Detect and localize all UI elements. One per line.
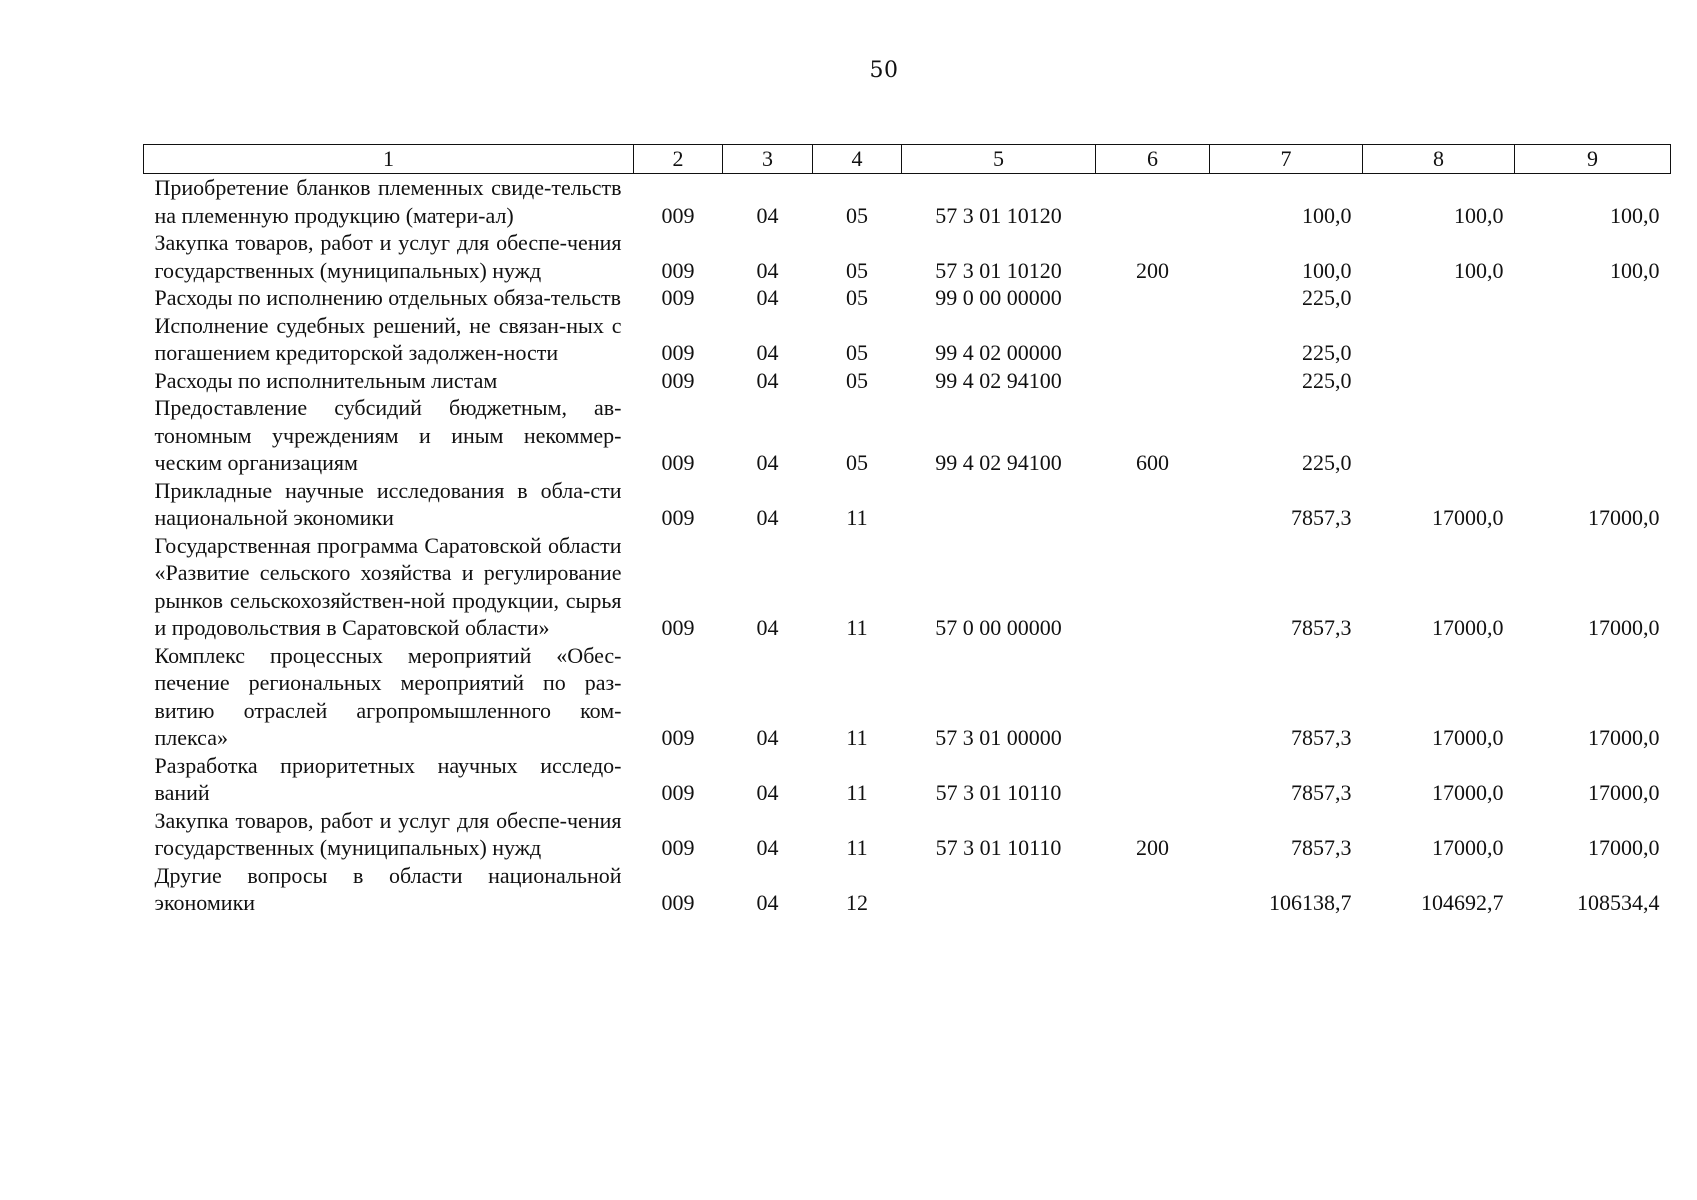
- row-amount-year3-cell: 100,0: [1610, 202, 1660, 228]
- row-subsection-cell: 05: [846, 340, 868, 365]
- row-amount-year2-cell: [1363, 367, 1515, 395]
- row-section-cell: 04: [756, 615, 779, 640]
- row-amount-year2-cell: 104692,7: [1421, 890, 1504, 915]
- row-target-article-cell: 99 0 00 00000: [935, 285, 1062, 310]
- row-target-article-cell: 99 4 02 94100: [935, 450, 1062, 475]
- row-section-cell: 04: [756, 257, 779, 283]
- row-name-cell: Закупка товаров, работ и услуг для обеспе-чения государственных (муниципальных) нужд: [154, 230, 622, 283]
- row-admin-code-cell: 009: [661, 505, 695, 530]
- row-amount-year3-cell: 108534,4: [1577, 890, 1660, 915]
- row-expense-type-cell: [1096, 862, 1210, 917]
- row-section-cell: 04: [756, 202, 779, 228]
- row-target-article-cell: [902, 862, 1096, 917]
- row-expense-type-cell: [1096, 284, 1210, 312]
- table-header-row: [144, 145, 1671, 174]
- table-row: [144, 284, 1671, 312]
- column-header: 6: [1096, 145, 1210, 174]
- row-section-cell: 04: [756, 340, 779, 365]
- row-section-cell: 04: [756, 285, 779, 310]
- row-amount-year1-cell: 225,0: [1302, 367, 1352, 393]
- row-target-article-cell: 57 0 00 00000: [935, 615, 1062, 640]
- row-amount-year2-cell: [1363, 312, 1515, 367]
- row-name-cell: Расходы по исполнительным листам: [154, 367, 498, 393]
- row-section-cell: 04: [756, 505, 779, 530]
- table-row: [144, 477, 1671, 532]
- row-subsection-cell: 05: [846, 202, 868, 228]
- row-target-article-cell: 57 3 01 10110: [935, 780, 1062, 805]
- column-header: 4: [813, 145, 902, 174]
- column-header: 9: [1515, 145, 1671, 174]
- row-amount-year1-cell: 100,0: [1302, 202, 1352, 228]
- row-amount-year2-cell: 100,0: [1454, 202, 1504, 228]
- table-row: [144, 394, 1671, 477]
- table-row: [144, 807, 1671, 862]
- row-amount-year3-cell: 17000,0: [1588, 725, 1660, 750]
- row-amount-year2-cell: 17000,0: [1432, 505, 1504, 530]
- row-expense-type-cell: [1096, 752, 1210, 807]
- table-row: [144, 367, 1671, 395]
- row-amount-year3-cell: [1515, 284, 1671, 312]
- row-amount-year1-cell: 225,0: [1302, 450, 1352, 475]
- table-row: [144, 174, 1671, 230]
- table-row: [144, 229, 1671, 284]
- row-name-cell: Расходы по исполнению отдельных обяза-тельств: [154, 285, 622, 310]
- row-name-cell: Разработка приоритетных научных исследо-ваний: [154, 752, 622, 805]
- row-admin-code-cell: 009: [661, 890, 695, 915]
- row-expense-type-cell: 600: [1136, 450, 1169, 475]
- row-name-cell: Закупка товаров, работ и услуг для обеспе-чения государственных (муниципальных) нужд: [154, 807, 622, 860]
- table-row: [144, 532, 1671, 642]
- row-amount-year3-cell: 100,0: [1610, 257, 1660, 283]
- row-amount-year1-cell: 100,0: [1302, 257, 1352, 283]
- row-target-article-cell: [902, 477, 1096, 532]
- row-name-cell: Государственная программа Саратовской области «Развитие сельского хозяйства и регулирование рынков сельскохозяйствен-ной продукции, сырья и продовольствия в Саратовской области»: [154, 532, 622, 640]
- row-amount-year3-cell: 17000,0: [1588, 615, 1660, 640]
- row-expense-type-cell: 200: [1136, 257, 1169, 283]
- page-number: 50: [869, 58, 899, 83]
- row-subsection-cell: 11: [846, 780, 868, 805]
- row-amount-year2-cell: [1363, 284, 1515, 312]
- row-amount-year1-cell: 7857,3: [1291, 615, 1352, 640]
- row-name-cell: Комплекс процессных мероприятий «Обес-печение региональных мероприятий по раз-витию отраслей агропромышленного ком-плекса»: [154, 642, 622, 750]
- row-section-cell: 04: [756, 890, 779, 915]
- row-amount-year1-cell: 7857,3: [1291, 725, 1352, 750]
- row-name-cell: Исполнение судебных решений, не связан-ных с погашением кредиторской задолжен-ности: [154, 312, 622, 365]
- row-target-article-cell: 57 3 01 00000: [935, 725, 1062, 750]
- row-name-cell: Другие вопросы в области национальной экономики: [154, 862, 622, 915]
- row-amount-year1-cell: 225,0: [1302, 285, 1352, 310]
- column-header: 3: [723, 145, 813, 174]
- row-section-cell: 04: [756, 450, 779, 475]
- row-subsection-cell: 05: [846, 450, 868, 475]
- row-amount-year3-cell: [1515, 394, 1671, 477]
- row-admin-code-cell: 009: [661, 367, 695, 393]
- row-target-article-cell: 99 4 02 00000: [935, 340, 1062, 365]
- row-name-cell: Предоставление субсидий бюджетным, ав-тономным учреждениям и иным некоммер-ческим организациям: [154, 395, 622, 475]
- row-admin-code-cell: 009: [661, 202, 695, 228]
- row-amount-year3-cell: [1515, 367, 1671, 395]
- row-section-cell: 04: [756, 780, 779, 805]
- table-row: [144, 752, 1671, 807]
- row-subsection-cell: 05: [846, 285, 868, 310]
- row-amount-year1-cell: 106138,7: [1269, 890, 1352, 915]
- row-amount-year1-cell: 7857,3: [1291, 835, 1352, 860]
- row-name-cell: Прикладные научные исследования в обла-сти национальной экономики: [154, 477, 622, 530]
- row-section-cell: 04: [756, 725, 779, 750]
- column-header: 1: [144, 145, 634, 174]
- row-expense-type-cell: [1096, 532, 1210, 642]
- row-expense-type-cell: [1096, 477, 1210, 532]
- table-row: [144, 862, 1671, 917]
- row-expense-type-cell: [1096, 312, 1210, 367]
- row-amount-year2-cell: 100,0: [1454, 257, 1504, 283]
- row-subsection-cell: 11: [846, 615, 868, 640]
- column-header: 2: [634, 145, 723, 174]
- row-admin-code-cell: 009: [661, 725, 695, 750]
- table-row: [144, 642, 1671, 752]
- row-target-article-cell: 57 3 01 10120: [935, 257, 1062, 283]
- row-subsection-cell: 11: [846, 725, 868, 750]
- row-subsection-cell: 05: [846, 257, 868, 283]
- row-subsection-cell: 12: [846, 890, 868, 915]
- row-expense-type-cell: 200: [1136, 835, 1169, 860]
- row-admin-code-cell: 009: [661, 340, 695, 365]
- row-admin-code-cell: 009: [661, 780, 695, 805]
- column-header: 5: [902, 145, 1096, 174]
- row-target-article-cell: 57 3 01 10120: [935, 202, 1062, 228]
- row-amount-year3-cell: 17000,0: [1588, 835, 1660, 860]
- row-amount-year2-cell: [1363, 394, 1515, 477]
- column-header: 8: [1363, 145, 1515, 174]
- row-amount-year3-cell: 17000,0: [1588, 505, 1660, 530]
- row-section-cell: 04: [756, 367, 779, 393]
- row-admin-code-cell: 009: [661, 450, 695, 475]
- row-expense-type-cell: [1096, 174, 1210, 230]
- row-admin-code-cell: 009: [661, 257, 695, 283]
- row-expense-type-cell: [1096, 367, 1210, 395]
- row-amount-year2-cell: 17000,0: [1432, 780, 1504, 805]
- row-amount-year2-cell: 17000,0: [1432, 615, 1504, 640]
- row-subsection-cell: 11: [846, 835, 868, 860]
- table-row: [144, 312, 1671, 367]
- row-subsection-cell: 11: [846, 505, 868, 530]
- budget-table: [143, 144, 1671, 917]
- row-subsection-cell: 05: [846, 367, 868, 393]
- row-admin-code-cell: 009: [661, 615, 695, 640]
- row-amount-year3-cell: [1515, 312, 1671, 367]
- row-expense-type-cell: [1096, 642, 1210, 752]
- row-admin-code-cell: 009: [661, 285, 695, 310]
- row-target-article-cell: 99 4 02 94100: [935, 367, 1062, 393]
- row-amount-year1-cell: 7857,3: [1291, 505, 1352, 530]
- row-section-cell: 04: [756, 835, 779, 860]
- row-amount-year1-cell: 225,0: [1302, 340, 1352, 365]
- row-target-article-cell: 57 3 01 10110: [935, 835, 1062, 860]
- row-admin-code-cell: 009: [661, 835, 695, 860]
- column-header: 7: [1210, 145, 1363, 174]
- row-amount-year2-cell: 17000,0: [1432, 835, 1504, 860]
- row-amount-year1-cell: 7857,3: [1291, 780, 1352, 805]
- row-amount-year2-cell: 17000,0: [1432, 725, 1504, 750]
- row-name-cell: Приобретение бланков племенных свиде-тельств на племенную продукцию (матери-ал): [154, 175, 622, 228]
- table-body: [144, 174, 1671, 917]
- row-amount-year3-cell: 17000,0: [1588, 780, 1660, 805]
